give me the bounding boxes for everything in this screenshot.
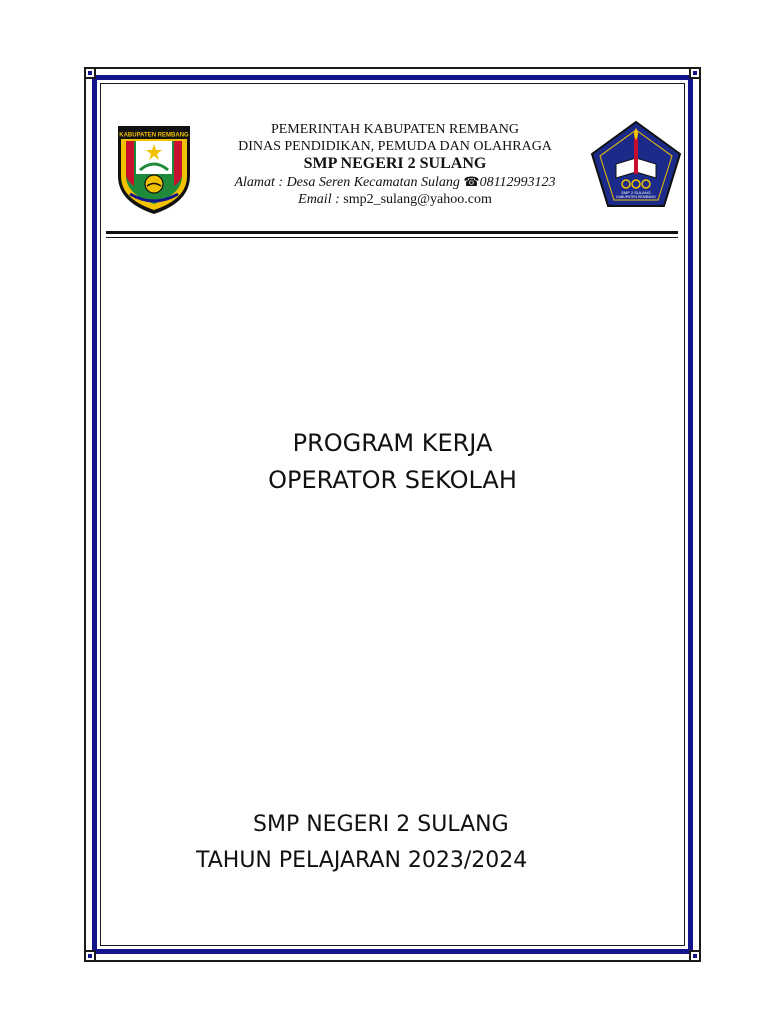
corner-ornament-bottom-right xyxy=(689,950,701,962)
smp-2-sulang-seal-icon xyxy=(590,120,682,208)
document-footer xyxy=(100,807,685,879)
corner-ornament-bottom-left xyxy=(84,950,96,962)
title-line-1: PROGRAM KERJA xyxy=(292,429,493,457)
letterhead xyxy=(200,121,590,208)
seal-text-line2: KABUPATEN REMBANG xyxy=(616,195,656,199)
letterhead-divider-thin xyxy=(106,237,678,238)
corner-ornament-top-left xyxy=(84,67,96,79)
letterhead-government: PEMERINTAH KABUPATEN REMBANG xyxy=(270,122,520,137)
telephone-icon: ☎ xyxy=(463,174,480,189)
crest-banner-text: KABUPATEN REMBANG xyxy=(119,132,189,139)
seal-text-line1: SMP 2 SULANG xyxy=(621,190,651,195)
letterhead-email: smp2_sulang@yahoo.com xyxy=(343,192,492,207)
corner-ornament-top-right xyxy=(689,67,701,79)
letterhead-school-name: SMP NEGERI 2 SULANG xyxy=(303,155,487,172)
letterhead-email-label: Email : xyxy=(298,192,344,207)
title-line-2: OPERATOR SEKOLAH xyxy=(268,466,517,494)
document-title xyxy=(100,425,685,499)
letterhead-address-line xyxy=(200,173,590,191)
footer-academic-year: TAHUN PELAJARAN 2023/2024 xyxy=(196,848,528,873)
letterhead-divider-thick xyxy=(106,231,678,234)
letterhead-address: Alamat : Desa Seren Kecamatan Sulang xyxy=(234,175,464,190)
letterhead-phone: 08112993123 xyxy=(479,175,556,190)
footer-school-name: SMP NEGERI 2 SULANG xyxy=(253,812,509,837)
letterhead-department: DINAS PENDIDIKAN, PEMUDA DAN OLAHRAGA xyxy=(238,139,552,154)
letterhead-email-line xyxy=(200,191,590,208)
kabupaten-rembang-crest-icon xyxy=(116,124,192,216)
